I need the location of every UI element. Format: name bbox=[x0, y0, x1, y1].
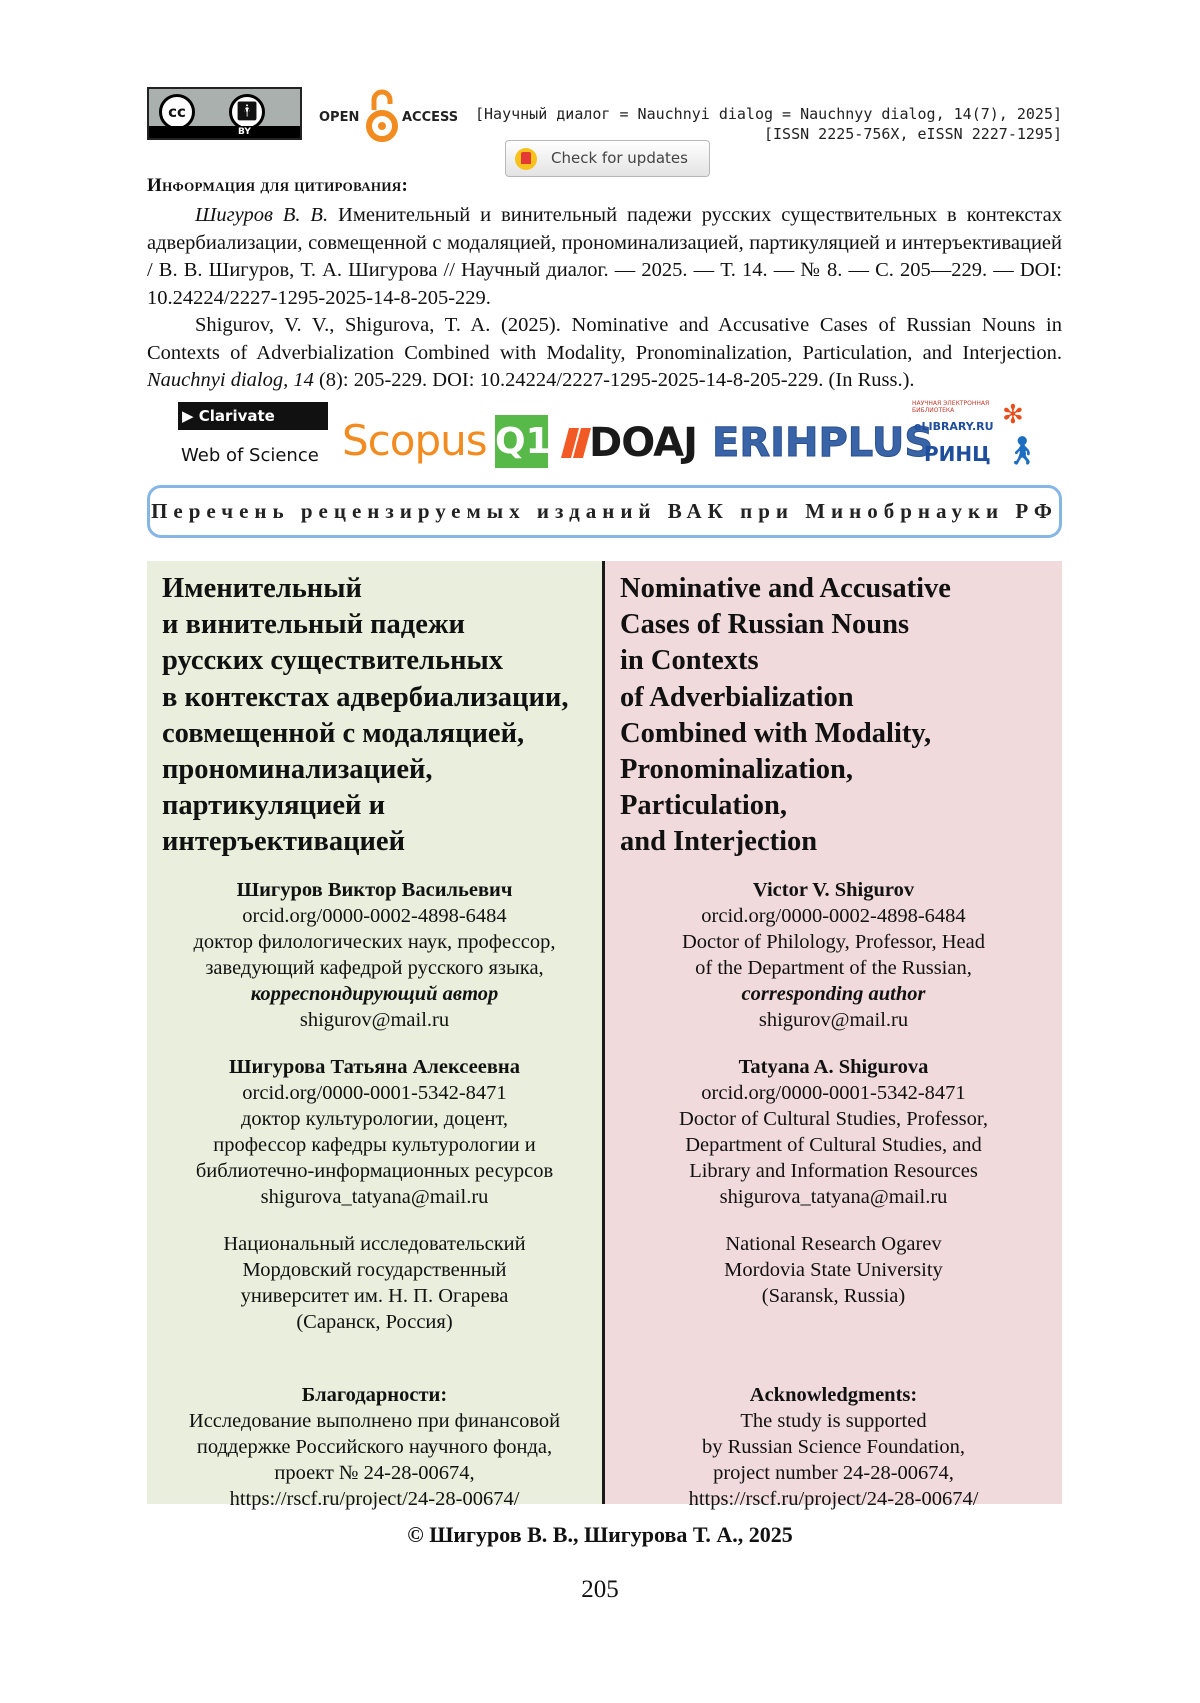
doaj-logo bbox=[565, 420, 697, 466]
title-line: русских существительных bbox=[162, 645, 504, 677]
affiliation-line: Mordovia State University bbox=[724, 1259, 943, 1281]
author2-position: библиотечно-информационных ресурсов bbox=[195, 1160, 554, 1182]
erihplus-logo: ERIHPLUS bbox=[712, 420, 934, 466]
vak-banner: Перечень рецензируемых изданий ВАК при Минобрнауки РФ bbox=[147, 485, 1062, 538]
acknowledgments-line: project number 24-28-00674, bbox=[713, 1462, 954, 1484]
person-icon: 🚶︎ bbox=[1004, 434, 1040, 467]
clarivate-mark-icon: ▶ bbox=[182, 407, 194, 425]
citation-block bbox=[147, 202, 1062, 395]
author1-orcid[interactable]: orcid.org/0000-0002-4898-6484 bbox=[701, 905, 966, 927]
author1-email[interactable]: shigurov@mail.ru bbox=[758, 1009, 909, 1031]
elibrary-small-text: НАУЧНАЯ ЭЛЕКТРОННАЯ БИБЛИОТЕКА bbox=[912, 400, 990, 414]
title-line: and Interjection bbox=[620, 826, 818, 858]
author1-orcid[interactable]: orcid.org/0000-0002-4898-6484 bbox=[242, 905, 507, 927]
q1-badge: Q1 bbox=[495, 415, 548, 468]
english-authors bbox=[605, 877, 1062, 1512]
author2-position: Doctor of Cultural Studies, Professor, bbox=[679, 1108, 988, 1130]
citation-ru bbox=[147, 202, 1062, 312]
author2-email[interactable]: shigurova_tatyana@mail.ru bbox=[260, 1186, 489, 1208]
author2-position: Library and Information Resources bbox=[689, 1160, 978, 1182]
rinc-label: РИНЦ bbox=[924, 442, 991, 466]
acknowledgments-line: проект № 24-28-00674, bbox=[274, 1462, 475, 1484]
acknowledgments-heading: Acknowledgments: bbox=[749, 1384, 918, 1406]
creative-commons-icon: cc bbox=[159, 94, 195, 130]
cc-by-label: BY bbox=[149, 126, 300, 138]
copyright: © Шигуров В. В., Шигурова Т. А., 2025 bbox=[407, 1522, 793, 1547]
russian-title bbox=[162, 571, 592, 861]
author1-name: Victor V. Shigurov bbox=[752, 879, 915, 901]
attribution-icon: 🚹︎ bbox=[229, 94, 265, 130]
clarivate-label: Clarivate bbox=[198, 407, 275, 425]
title-line: прономинализацией, bbox=[162, 754, 433, 786]
clarivate-logo bbox=[178, 402, 328, 430]
author2-position: доктор культурологии, доцент, bbox=[240, 1108, 508, 1130]
elibrary-logo bbox=[912, 400, 1040, 470]
author1-position: доктор филологических наук, профессор, bbox=[193, 931, 556, 953]
author2-name: Tatyana A. Shigurova bbox=[738, 1056, 929, 1078]
citation-heading: Информация для цитирования: bbox=[147, 175, 409, 196]
author1-position: of the Department of the Russian, bbox=[695, 957, 972, 979]
affiliation-line: Национальный исследовательский bbox=[223, 1233, 526, 1255]
title-line: Combined with Modality, bbox=[620, 717, 932, 749]
acknowledgments-line: поддержке Российского научного фонда, bbox=[196, 1436, 553, 1458]
russian-authors bbox=[147, 877, 602, 1512]
crossmark-icon bbox=[515, 148, 537, 170]
title-line: Pronominalization, bbox=[620, 754, 854, 786]
acknowledgments-line: by Russian Science Foundation, bbox=[701, 1436, 966, 1458]
author2-orcid[interactable]: orcid.org/0000-0001-5342-8471 bbox=[701, 1082, 966, 1104]
check-for-updates-label: Check for updates bbox=[551, 149, 688, 167]
corresponding-author-label: корреспондирующий автор bbox=[250, 983, 499, 1005]
open-access-word-access: ACCESS bbox=[402, 110, 459, 125]
title-line: of Adverbialization bbox=[620, 681, 854, 713]
open-access-lock-icon bbox=[364, 88, 400, 143]
author2-position: профессор кафедры культурологии и bbox=[213, 1134, 536, 1156]
author1-position: Doctor of Philology, Professor, Head bbox=[681, 931, 986, 953]
acknowledgments-line: Исследование выполнено при финансовой bbox=[188, 1410, 561, 1432]
title-line: партикуляцией и bbox=[162, 790, 385, 822]
title-line: Именительный bbox=[162, 573, 362, 604]
acknowledgments-heading: Благодарности: bbox=[301, 1384, 448, 1406]
elibrary-label: eLIBRARY.RU bbox=[914, 420, 994, 433]
author1-position: заведующий кафедрой русского языка, bbox=[205, 957, 544, 979]
english-column bbox=[605, 561, 1062, 1510]
acknowledgments-link[interactable]: https://rscf.ru/project/24-28-00674/ bbox=[229, 1488, 520, 1510]
citation-ru-author: Шигуров В. В. bbox=[195, 204, 329, 226]
acknowledgments-link[interactable]: https://rscf.ru/project/24-28-00674/ bbox=[688, 1488, 979, 1510]
title-line: in Contexts bbox=[620, 645, 759, 677]
title-line: и винительный падежи bbox=[162, 609, 465, 641]
title-line: в контекстах адвербиализации, bbox=[162, 681, 569, 713]
title-line: Particulation, bbox=[620, 790, 788, 822]
citation-en-text1: Shigurov, V. V., Shigurova, T. A. (2025). Nominative and Accusative Cases of Russian Nouns in Contexts of Adverbialization Combined with Modality, Pronominalization, Particulation, and Interjection. bbox=[147, 314, 1062, 364]
affiliation-line: (Saransk, Russia) bbox=[761, 1285, 906, 1307]
open-access-word-open: OPEN bbox=[319, 110, 360, 125]
open-access-logo bbox=[319, 88, 459, 143]
title-line: интеръективацией bbox=[162, 826, 406, 858]
citation-en-journal: Nauchnyi dialog, 14 bbox=[147, 369, 314, 391]
citation-ru-text: Именительный и винительный падежи русских существительных в контекстах адвербиализации, совмещенной с модаляцией, прономинализацией, партикуляцией и интеръективацией / В. В. Шигуров, Т. А. Шигурова // Научный диалог. — 2025. — Т. 14. — № 8. — С. 205—229. — DOI: 10.24224/2227-1295-2025-14-8-205-229. bbox=[147, 204, 1062, 309]
author2-orcid[interactable]: orcid.org/0000-0001-5342-8471 bbox=[242, 1082, 507, 1104]
title-line: совмещенной с модаляцией, bbox=[162, 717, 525, 749]
doaj-label: DOAJ bbox=[589, 420, 697, 466]
author1-name: Шигуров Виктор Васильевич bbox=[236, 879, 513, 901]
acknowledgments-line: The study is supported bbox=[740, 1410, 927, 1432]
author1-email[interactable]: shigurov@mail.ru bbox=[299, 1009, 450, 1031]
affiliation-line: университет им. Н. П. Огарева bbox=[240, 1285, 509, 1307]
title-line: Cases of Russian Nouns bbox=[620, 609, 910, 641]
scopus-logo: Scopus bbox=[342, 416, 487, 465]
affiliation-line: National Research Ogarev bbox=[725, 1233, 942, 1255]
citation-en-text2: (8): 205-229. DOI: 10.24224/2227-1295-2025-14-8-205-229. (In Russ.). bbox=[313, 369, 915, 391]
affiliation-line: (Саранск, Россия) bbox=[296, 1311, 453, 1333]
corresponding-author-label: corresponding author bbox=[741, 983, 926, 1005]
page-number: 205 bbox=[581, 1576, 619, 1603]
check-for-updates-button[interactable] bbox=[505, 140, 710, 177]
english-title bbox=[620, 571, 1052, 861]
author2-position: Department of Cultural Studies, and bbox=[685, 1134, 982, 1156]
citation-en bbox=[147, 312, 1062, 395]
journal-info bbox=[475, 104, 1062, 144]
russian-column bbox=[147, 561, 602, 1510]
asterisk-icon: ✻ bbox=[1002, 400, 1024, 430]
title-line: Nominative and Accusative bbox=[620, 573, 951, 604]
web-of-science-logo: Web of Science bbox=[181, 445, 319, 466]
cc-by-license-badge bbox=[147, 87, 302, 140]
journal-line-1: [Научный диалог = Nauchnyi dialog = Nauchnyy dialog, 14(7), 2025] bbox=[475, 105, 1062, 123]
affiliation-line: Мордовский государственный bbox=[242, 1259, 507, 1281]
author2-name: Шигурова Татьяна Алексеевна bbox=[229, 1056, 520, 1078]
journal-line-2: [ISSN 2225-756X, eISSN 2227-1295] bbox=[763, 125, 1062, 143]
author2-email[interactable]: shigurova_tatyana@mail.ru bbox=[719, 1186, 948, 1208]
